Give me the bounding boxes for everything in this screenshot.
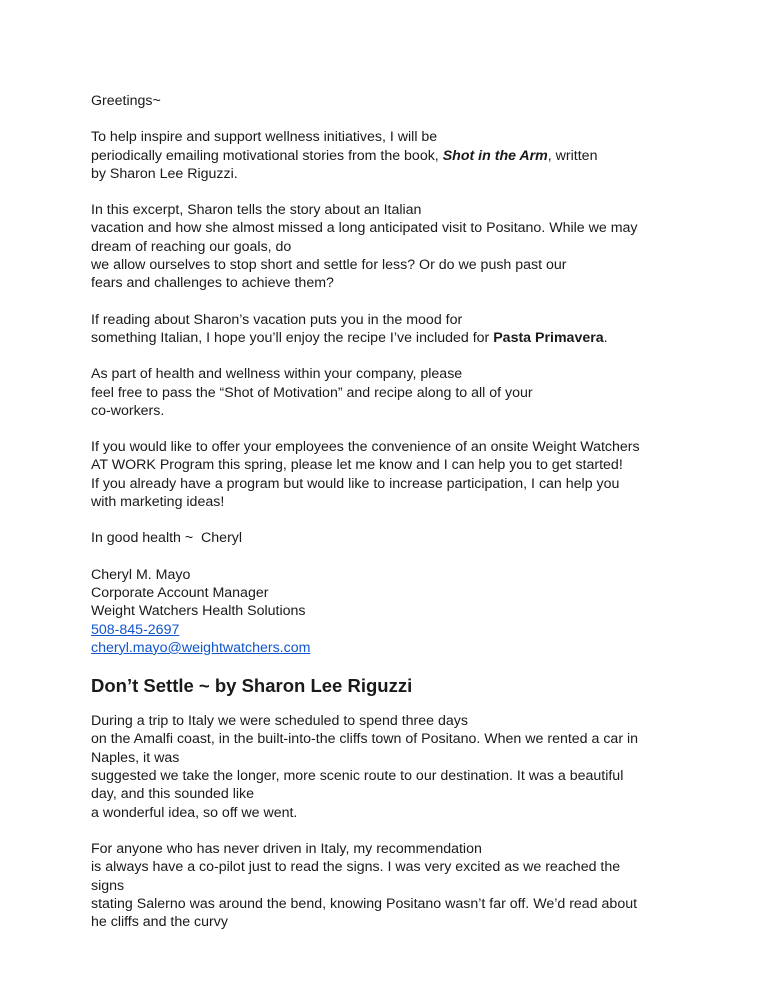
excerpt-line-2: vacation and how she almost missed a long anticipated visit to Positano. While we may [91,220,638,237]
story-p1-line-5: day, and this sounded like [91,786,255,803]
signoff [91,529,701,547]
story-p2-line-2: is always have a co-pilot just to read the signs. I was very excited as we reached the [91,859,621,876]
excerpt-line-5: fears and challenges to achieve them? [91,275,334,292]
recipe-line-2 [91,329,701,347]
story-p2-line-5: he cliffs and the curvy [91,914,228,931]
share-line-2: feel free to pass the “Shot of Motivation” and recipe along to all of your [91,384,533,401]
story-paragraph-2 [91,840,701,931]
signoff-text: In good health ~ Cheryl [91,530,243,547]
story-p2-line-3: signs [91,877,125,894]
excerpt-line-1: In this excerpt, Sharon tells the story about an Italian [91,202,422,219]
intro-line-1: To help inspire and support wellness initiatives, I will be [91,129,438,146]
recipe-name: Pasta Primavera [493,329,604,346]
excerpt-line-4: we allow ourselves to stop short and settle for less? Or do we push past our [91,257,567,274]
intro-line-2 [91,147,701,165]
story-p1-line-4: suggested we take the longer, more scenic route to our destination. It was a beautiful [91,768,624,785]
intro-line-2a: periodically emailing motivational stories from the book, [91,147,443,164]
phone-link[interactable]: 508-845-2697 [91,621,180,638]
signature-title: Corporate Account Manager [91,584,269,601]
story-paragraph-1 [91,712,701,822]
signature-company: Weight Watchers Health Solutions [91,603,306,620]
greeting-text: Greetings~ [91,93,161,109]
excerpt-paragraph [91,201,701,292]
story-p2-line-4: stating Salerno was around the bend, knowing Positano wasn’t far off. We’d read about [91,895,638,912]
intro-line-3: by Sharon Lee Riguzzi. [91,165,238,182]
share-line-1: As part of health and wellness within your company, please [91,366,463,383]
signature-block [91,566,701,657]
program-line-4: with marketing ideas! [91,494,225,511]
story-heading: Don’t Settle ~ by Sharon Lee Riguzzi [91,675,413,697]
program-paragraph [91,438,701,511]
email-link[interactable]: cheryl.mayo@weightwatchers.com [91,639,311,656]
story-p1-line-1: During a trip to Italy we were scheduled to spend three days [91,713,468,730]
program-line-1: If you would like to offer your employees the convenience of an onsite Weight Watchers [91,439,640,456]
story-p2-line-1: For anyone who has never driven in Italy, my recommendation [91,840,482,857]
greeting [91,92,701,110]
recipe-line-2a: something Italian, I hope you’ll enjoy the recipe I’ve included for [91,329,494,346]
story-p1-line-2: on the Amalfi coast, in the built-into-the cliffs town of Positano. When we rented a car in [91,731,639,748]
recipe-paragraph [91,311,701,348]
recipe-line-2b: . [603,329,608,346]
intro-paragraph [91,128,701,183]
excerpt-line-3: dream of reaching our goals, do [91,238,292,255]
story-p1-line-3: Naples, it was [91,749,180,766]
book-title: Shot in the Arm [442,147,548,164]
intro-line-2b: , written [547,147,598,164]
program-line-3: If you already have a program but would like to increase participation, I can help you [91,475,620,492]
document-page [91,92,701,931]
story-p1-line-6: a wonderful idea, so off we went. [91,804,298,821]
signature-name: Cheryl M. Mayo [91,566,191,583]
share-paragraph [91,365,701,420]
program-line-2: AT WORK Program this spring, please let me know and I can help you to get started! [91,457,623,474]
recipe-line-1: If reading about Sharon’s vacation puts you in the mood for [91,311,463,328]
share-line-3: co-workers. [91,402,165,419]
